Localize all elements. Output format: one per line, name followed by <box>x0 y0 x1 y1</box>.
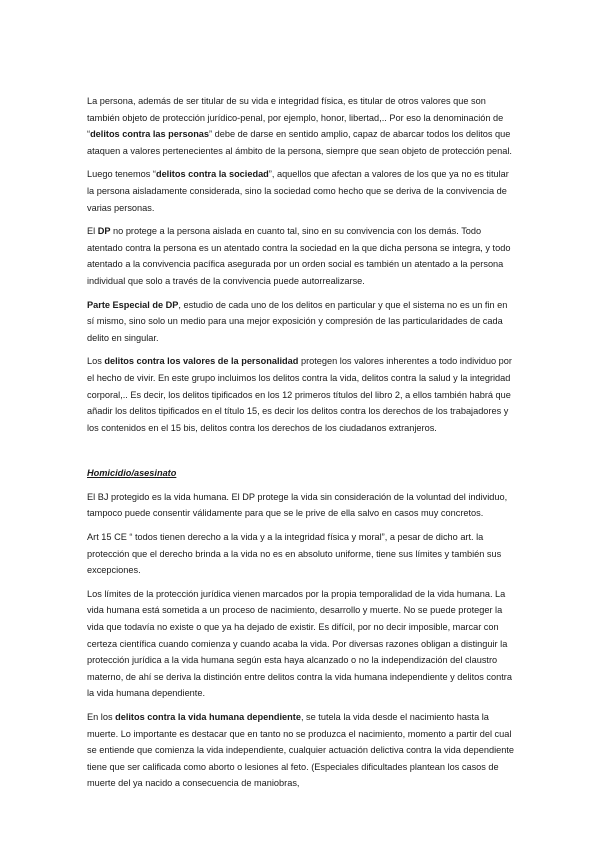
paragraph-personas: La persona, además de ser titular de su vida e integridad física, es titular de otros valores que son también objeto de protección jurídico-penal, por ejemplo, honor, libertad,.. Por eso la denominación de “delitos contra las personas” debe de darse en sentido amplio, capaz de abarcar todos los delitos que ataquen a valores pertenecientes al ámbito de la persona, siempre que sean objeto de protección penal. <box>87 96 512 156</box>
term-personalidad: delitos contra los valores de la personalidad <box>104 356 299 367</box>
paragraph-limites: Los límites de la protección jurídica vienen marcados por la propia temporalidad de la vida humana. La vida humana está sometida a un proceso de nacimiento, desarrollo y muerte. No se puede proteger la vida que todavía no existe o que ya ha dejado de existir. Es difícil, por no decir imposible, marcar con certeza científica cuando comienza y cuando acaba la vida. Por diversas razones obligan a distinguir la protección jurídica a la vida humana según esta haya alcanzado o no la independización del claustro materno, de ahí se deriva la distinción entre delitos contra la vida humana independiente y delitos contra la vida humana dependiente. <box>87 588 512 699</box>
term-delitos-personas: delitos contra las personas <box>90 129 210 140</box>
term-parte-especial: Parte Especial de DP <box>87 299 179 310</box>
paragraph-dp: El DP no protege a la persona aislada en cuanto tal, sino en su convivencia con los demás. Todo atentado contra la persona es un atentado contra la sociedad en la que dicha persona se integra, y todo atentado a la convivencia pacífica asegurada por un orden social es también un atentado a la persona individual que solo a través de la convivencia puede autorrealizarse. <box>87 226 511 286</box>
term-delitos-sociedad: delitos contra la sociedad <box>155 169 269 180</box>
paragraph-parte-especial: Parte Especial de DP, estudio de cada uno de los delitos en particular y que el sistema no es un fin en sí mismo, sino solo un medio para una mejor exposición y compresión de las particularidades de cada delito en singular. <box>87 299 508 343</box>
paragraph-bj: El BJ protegido es la vida humana. El DP protege la vida sin consideración de la voluntad del individuo, tampoco puede consentir válidamente para que se le prive de ella salvo en casos muy concretos. <box>87 491 508 519</box>
paragraph-sociedad: Luego tenemos “delitos contra la sociedad”, aquellos que afectan a valores de los que ya no es titular la persona aisladamente considerada, sino la sociedad como hecho que se deriva de la convivencia de varias personas. <box>87 169 509 213</box>
paragraph-vida-dependiente: En los delitos contra la vida humana dependiente, se tutela la vida desde el nacimiento hasta la muerte. Lo importante es destacar que en tanto no se produzca el nacimiento, momento a partir del cual se entiende que comienza la vida independiente, cualquier actuación delictiva contra la vida dependiente tiene que ser calificada como aborto o lesiones al feto. (Especiales dificultades plantean los casos de muerte del ya nacido a consecuencia de maniobras, <box>87 712 515 789</box>
document-page <box>87 93 517 799</box>
term-dp: DP <box>97 226 111 237</box>
paragraph-personalidad: Los delitos contra los valores de la personalidad protegen los valores inherentes a todo individuo por el hecho de vivir. En este grupo incluimos los delitos contra la vida, delitos contra la salud y la integridad corporal,.. Es decir, los delitos tipificados en los 12 primeros títulos del libro 2, a ellos también habrá que añadir los delitos tipificados en el título 15, es decir los delitos contra los derechos de los trabajadores y los contenidos en el 15 bis, delitos contra los derechos de los ciudadanos extranjeros. <box>87 356 512 433</box>
section-heading: Homicidio/asesinato <box>87 468 177 479</box>
paragraph-art15: Art 15 CE “ todos tienen derecho a la vida y a la integridad física y moral”, a pesar de dicho art. la protección que el derecho brinda a la vida no es en absoluto uniforme, tiene sus límites y también sus excepciones. <box>87 532 502 576</box>
term-vida-dependiente: delitos contra la vida humana dependiente <box>115 712 301 722</box>
